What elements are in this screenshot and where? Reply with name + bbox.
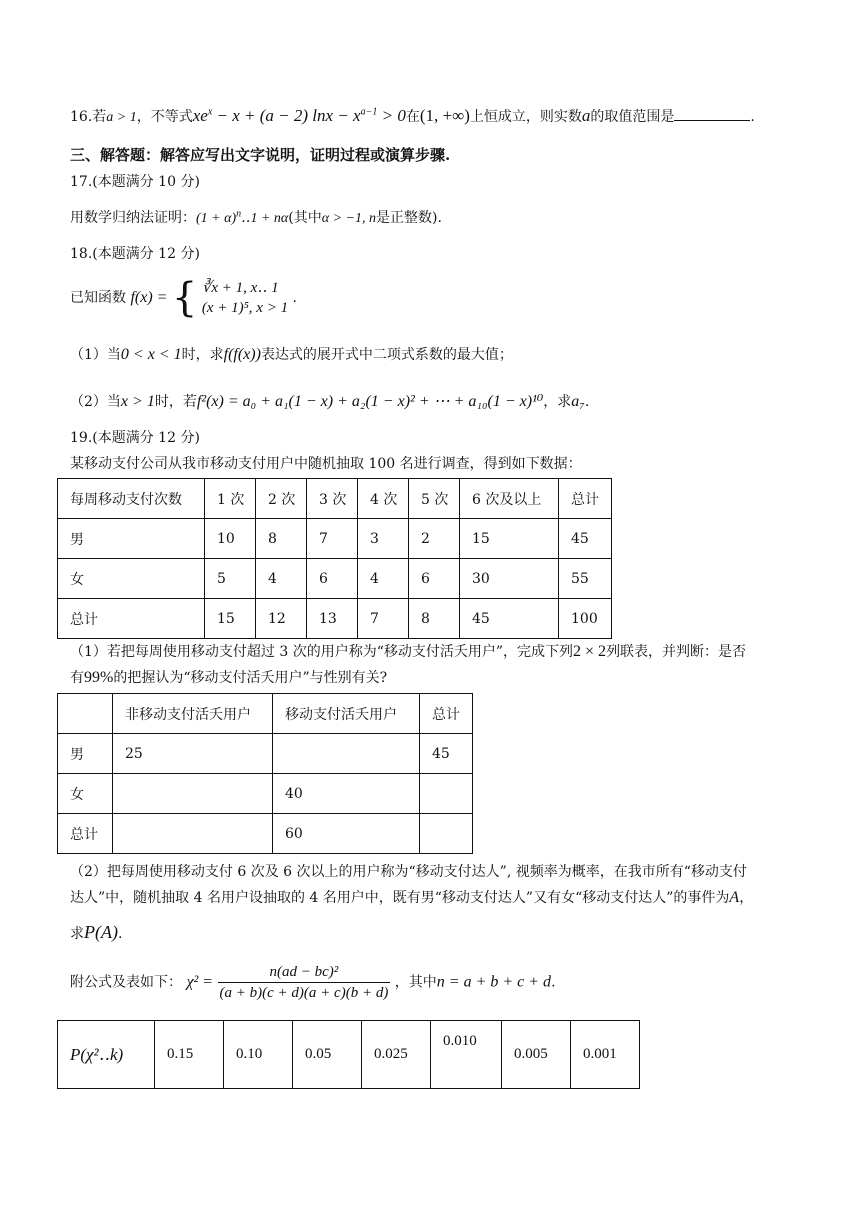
q19-part2-end: . <box>117 926 123 942</box>
table-header-cell: 2 次 <box>256 479 307 519</box>
table-cell: 2 <box>409 519 460 559</box>
table-header-cell <box>58 694 113 734</box>
table-cell-blank[interactable] <box>420 814 473 854</box>
question-19-part-2-line-1: （2）把每周使用移动支付 6 次及 6 次以上的用户称为“移动支付达人”, 视频率为概率，在我市所有“移动支付 <box>70 864 747 880</box>
q16-text-4: 的取值范围是 <box>590 109 675 125</box>
q19-part2-probability: P(A) <box>84 922 118 942</box>
frequency-table <box>57 478 612 639</box>
table-header-cell: 4 次 <box>358 479 409 519</box>
table-cell: 4 <box>256 559 307 599</box>
table-header-row <box>58 694 473 734</box>
q19-part1-percent: 99% <box>84 669 114 686</box>
question-19-intro: 某移动支付公司从我市移动支付用户中随机抽取 100 名进行调查，得到如下数据： <box>70 456 582 472</box>
q16-text-3: 上恒成立，则实数 <box>469 109 582 125</box>
table-cell: 30 <box>460 559 559 599</box>
chi-square-formula <box>70 962 556 1012</box>
table-cell: 女 <box>58 774 113 814</box>
table-cell: 45 <box>559 519 612 559</box>
section-heading: 三、解答题：解答应写出文字说明，证明过程或演算步骤. <box>70 146 451 164</box>
table-cell: 4 <box>358 559 409 599</box>
table-header-cell: 6 次及以上 <box>460 479 559 519</box>
table-header-cell: 非移动支付活夭用户 <box>113 694 273 734</box>
question-19-header: 19.(本题满分 12 分) <box>70 430 200 446</box>
q18-part2-expression: f²(x) = a₀ + a₁(1 − x) + a₂(1 − x)² + ⋯ + a₁₀(1 − x)¹⁰ <box>196 393 544 410</box>
q17-note-end: 是正整数). <box>375 210 442 226</box>
q17-formula: $(1 + \alpha)^n‥1 + n\alpha$ <box>196 208 289 226</box>
piecewise-case-1: ∛x + 1, x‥ 1 <box>201 280 279 296</box>
q16-inequality: $xe^x - x + (a - 2) \ln x - x^{a-1} > 0$ <box>192 106 406 125</box>
q18-part1-text-3: 表达式的展开式中二项式系数的最大值； <box>260 347 513 363</box>
q17-text: 用数学归纳法证明： <box>70 210 196 226</box>
table-cell: 12 <box>256 599 307 639</box>
table-cell: 总计 <box>58 814 113 854</box>
q16-lead: 若 <box>92 109 107 125</box>
table-cell-blank[interactable] <box>273 734 420 774</box>
chi-square-numerator: n(ad − bc)² <box>218 962 391 983</box>
table-row <box>58 559 612 599</box>
table-cell: 0.05 <box>293 1021 362 1089</box>
q18-part1-text-2: 时，求 <box>181 347 224 363</box>
table-cell: 13 <box>307 599 358 639</box>
q16-text-2: 在 <box>405 109 420 125</box>
q18-part2-text: （2）当 <box>70 394 121 410</box>
contingency-table <box>57 693 473 854</box>
table-header-cell: 总计 <box>420 694 473 734</box>
table-header-cell: 3 次 <box>307 479 358 519</box>
question-18-part-1 <box>70 345 513 365</box>
table-cell: 8 <box>409 599 460 639</box>
table-cell: 0.025 <box>362 1021 431 1089</box>
question-17-body <box>70 208 442 229</box>
piecewise-case-2: (x + 1)⁵, x > 1 <box>201 300 289 316</box>
table-row <box>58 734 473 774</box>
chi-square-fraction <box>218 962 391 1003</box>
table-cell: 3 <box>358 519 409 559</box>
q16-condition: a > 1 <box>106 110 137 125</box>
table-cell: 40 <box>273 774 420 814</box>
table-cell: 女 <box>58 559 205 599</box>
table-cell: 0.10 <box>224 1021 293 1089</box>
table-cell: 8 <box>256 519 307 559</box>
table-cell: 15 <box>460 519 559 559</box>
q18-part1-expression: f(f(x)) <box>223 346 261 363</box>
q19-part2-event: A <box>729 889 740 906</box>
q18-part2-end: . <box>584 394 590 410</box>
question-18-function <box>70 275 297 321</box>
table-cell: 7 <box>307 519 358 559</box>
question-19-part-1-line-1 <box>70 642 746 662</box>
q16-interval: (1, +∞) <box>419 106 470 125</box>
question-16 <box>70 106 755 128</box>
formula-where: ，其中 <box>394 974 437 991</box>
q18-part2-condition: x > 1 <box>120 393 155 410</box>
q18-part2-text-2: 时，若 <box>154 394 197 410</box>
table-cell: 100 <box>559 599 612 639</box>
q18-part1-condition: 0 < x < 1 <box>120 346 182 363</box>
table-cell: 男 <box>58 734 113 774</box>
table-cell: 5 <box>205 559 256 599</box>
q18-part2-text-3: ，求 <box>543 394 572 410</box>
q19-part1-text-3: 有 <box>70 670 84 686</box>
q19-part1-text-4: 的把握认为“移动支付活夭用户”与性别有关? <box>113 670 388 686</box>
table-cell: 15 <box>205 599 256 639</box>
table-cell: 0.010 <box>431 1021 502 1089</box>
q19-part1-dimension: 2 × 2 <box>573 643 607 660</box>
critical-value-table <box>57 1020 640 1089</box>
table-cell: 男 <box>58 519 205 559</box>
table-row <box>58 774 473 814</box>
table-cell: 0.15 <box>155 1021 224 1089</box>
table-header-cell: 总计 <box>559 479 612 519</box>
table-header-row <box>58 479 612 519</box>
table-row <box>58 599 612 639</box>
question-19-part-2-line-3 <box>70 922 122 944</box>
q19-part2-text: 达人”中，随机抽取 4 名用户设抽取的 4 名用户中，既有男“移动支付达人”又有女“移动支付达人”的事件为 <box>70 890 730 906</box>
table-cell: 0.005 <box>502 1021 571 1089</box>
table-row <box>58 814 473 854</box>
q19-part1-text: （1）若把每周使用移动支付超过 3 次的用户称为“移动支付活夭用户”，完成下列 <box>70 644 574 660</box>
table-cell: 45 <box>420 734 473 774</box>
table-cell: 60 <box>273 814 420 854</box>
chi-square-lhs: χ² = <box>186 973 214 991</box>
table-header-cell: 5 次 <box>409 479 460 519</box>
piecewise-brace: { ∛x + 1, x‥ 1 (x + 1)⁵, x > 1 <box>171 275 289 321</box>
table-cell: 0.001 <box>571 1021 640 1089</box>
table-row <box>58 519 612 559</box>
table-cell: 6 <box>409 559 460 599</box>
table-header-cell: 1 次 <box>205 479 256 519</box>
table-header-cell: P(χ²‥k) <box>58 1021 155 1089</box>
q17-note: (其中 <box>288 210 322 226</box>
question-19-part-1-line-2 <box>70 668 387 688</box>
formula-intro: 附公式及表如下： <box>70 974 182 991</box>
q18-function-name: f(x) = <box>130 289 168 306</box>
table-cell: 6 <box>307 559 358 599</box>
question-17-header: 17.(本题满分 10 分) <box>70 174 200 190</box>
question-18-header: 18.(本题满分 12 分) <box>70 246 200 262</box>
q17-note-condition: α > −1, n <box>321 211 376 226</box>
q16-end: . <box>750 109 755 125</box>
formula-n-definition: n = a + b + c + d <box>436 973 552 991</box>
table-header-cell: 每周移动支付次数 <box>58 479 205 519</box>
table-cell-blank[interactable] <box>113 774 273 814</box>
answer-blank[interactable] <box>674 106 750 121</box>
question-number: 16. <box>70 109 93 125</box>
table-cell: 7 <box>358 599 409 639</box>
table-row <box>58 1021 640 1089</box>
q16-variable: a <box>581 106 591 125</box>
question-19-part-2-line-2 <box>70 888 753 908</box>
table-cell: 25 <box>113 734 273 774</box>
q18-part2-target: a₇ <box>571 393 585 410</box>
chi-square-denominator: (a + b)(c + d)(a + c)(b + d) <box>219 985 389 1001</box>
question-18-part-2 <box>70 392 589 412</box>
table-header-cell: 移动支付活夭用户 <box>273 694 420 734</box>
q19-part2-text-3: 求 <box>70 926 84 942</box>
table-cell-blank[interactable] <box>113 814 273 854</box>
table-cell: 10 <box>205 519 256 559</box>
formula-end: . <box>551 974 556 991</box>
q16-text: ，不等式 <box>136 109 193 125</box>
q18-function-end: . <box>292 290 297 306</box>
table-cell: 45 <box>460 599 559 639</box>
q19-part2-text-2: ， <box>739 890 754 906</box>
q18-intro: 已知函数 <box>70 290 126 306</box>
table-cell: 55 <box>559 559 612 599</box>
table-cell: 总计 <box>58 599 205 639</box>
q19-part1-text-2: 列联表，并判断：是否 <box>606 644 747 660</box>
table-cell-blank[interactable] <box>420 774 473 814</box>
q18-part1-text: （1）当 <box>70 347 121 363</box>
